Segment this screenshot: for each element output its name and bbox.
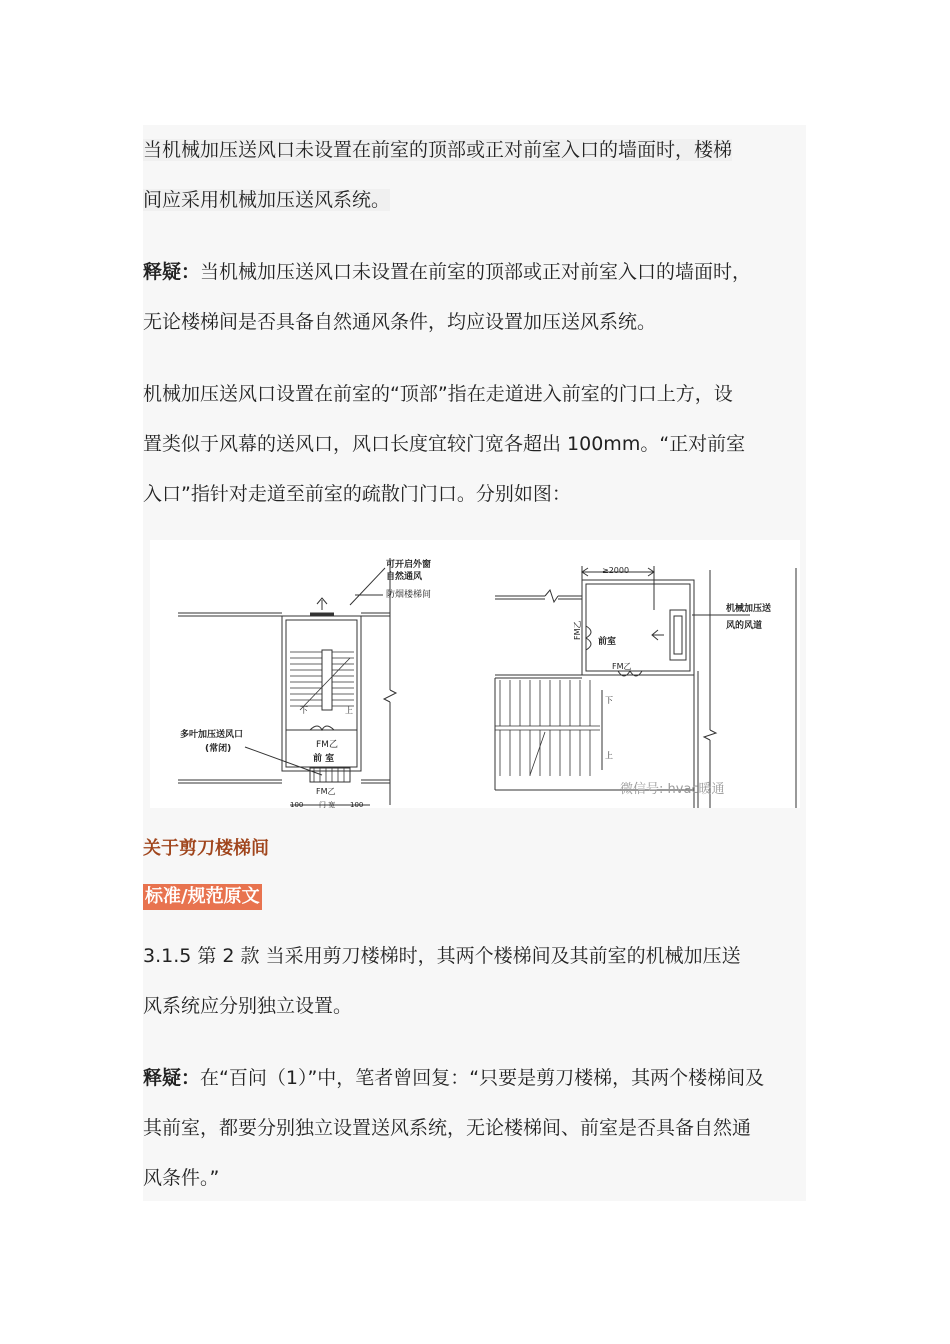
right-label-door-vertical: FM乙 xyxy=(573,620,582,640)
clause-paragraph xyxy=(143,931,823,1031)
definition-line-3: 入口”指针对走道至前室的疏散门门口。分别如图： xyxy=(143,483,571,505)
right-label-down: 下 xyxy=(605,696,613,705)
intro-line-1: 当机械加压送风口未设置在前室的顶部或正对前室入口的墙面时，楼梯 xyxy=(143,139,733,161)
left-label-door-2: FM乙 xyxy=(316,787,336,796)
explanation-paragraph-1 xyxy=(143,247,823,347)
right-floor-plan xyxy=(495,566,796,808)
right-label-up: 上 xyxy=(605,751,613,760)
standard-text-tag: 标准/规范原文 xyxy=(143,884,262,910)
left-label-up: 上 xyxy=(345,706,353,715)
clause-line-2: 风系统应分别独立设置。 xyxy=(143,995,353,1017)
left-label-100-b: 100 xyxy=(350,801,364,808)
left-label-down: 下 xyxy=(300,706,308,715)
explanation-label: 释疑： xyxy=(143,261,201,283)
right-label-duct-2: 风的风道 xyxy=(726,621,763,631)
right-label-duct-1: 机械加压送 xyxy=(726,604,772,614)
section-heading: 关于剪刀楼梯间 xyxy=(143,838,269,859)
explanation-2-label: 释疑： xyxy=(143,1067,201,1089)
explanation-2-line-1: 在“百问（1）”中，笔者曾回复：“只要是剪刀楼梯，其两个楼梯间及 xyxy=(200,1067,765,1089)
watermark-text: 微信号: hvac暖通 xyxy=(620,782,725,797)
right-label-door-horizontal: FM乙 xyxy=(612,662,632,671)
left-label-window-2: 自然通风 xyxy=(386,572,423,582)
explanation-1-line-2: 无论楼梯间是否具备自然通风条件，均应设置加压送风系统。 xyxy=(143,311,657,333)
explanation-paragraph-2 xyxy=(143,1053,823,1203)
clause-line-1: 3.1.5 第 2 款 当采用剪刀楼梯时，其两个楼梯间及其前室的机械加压送 xyxy=(143,945,741,967)
left-floor-plan xyxy=(178,558,396,805)
left-label-vent-2: (常闭) xyxy=(205,744,232,754)
definition-paragraph xyxy=(143,369,823,519)
right-label-dimension: ≥2000 xyxy=(602,566,630,575)
definition-line-2: 置类似于风幕的送风口，风口长度宜较门宽各超出 100mm。“正对前室 xyxy=(143,433,746,455)
left-label-stair: 防烟楼梯间 xyxy=(386,590,432,600)
explanation-1-line-1: 当机械加压送风口未设置在前室的顶部或正对前室入口的墙面时， xyxy=(200,261,752,283)
left-label-window-1: 可开启外窗 xyxy=(386,560,432,570)
left-label-front-room: 前 室 xyxy=(313,754,335,764)
left-label-doorway: 门 宽 xyxy=(319,801,336,808)
intro-paragraph xyxy=(143,125,823,225)
definition-line-1: 机械加压送风口设置在前室的“顶部”指在走道进入前室的门口上方，设 xyxy=(143,383,733,405)
left-label-vent-1: 多叶加压送风口 xyxy=(180,730,244,740)
explanation-2-line-3: 风条件。” xyxy=(143,1167,220,1189)
right-label-front-room: 前室 xyxy=(598,637,617,647)
left-label-door-1: FM乙 xyxy=(316,740,338,750)
intro-line-2: 间应采用机械加压送风系统。 xyxy=(143,189,391,211)
floor-plan-figure xyxy=(150,540,800,808)
explanation-2-line-2: 其前室，都要分别独立设置送风系统，无论楼梯间、前室是否具备自然通 xyxy=(143,1117,752,1139)
left-label-100-a: 100 xyxy=(290,801,304,808)
